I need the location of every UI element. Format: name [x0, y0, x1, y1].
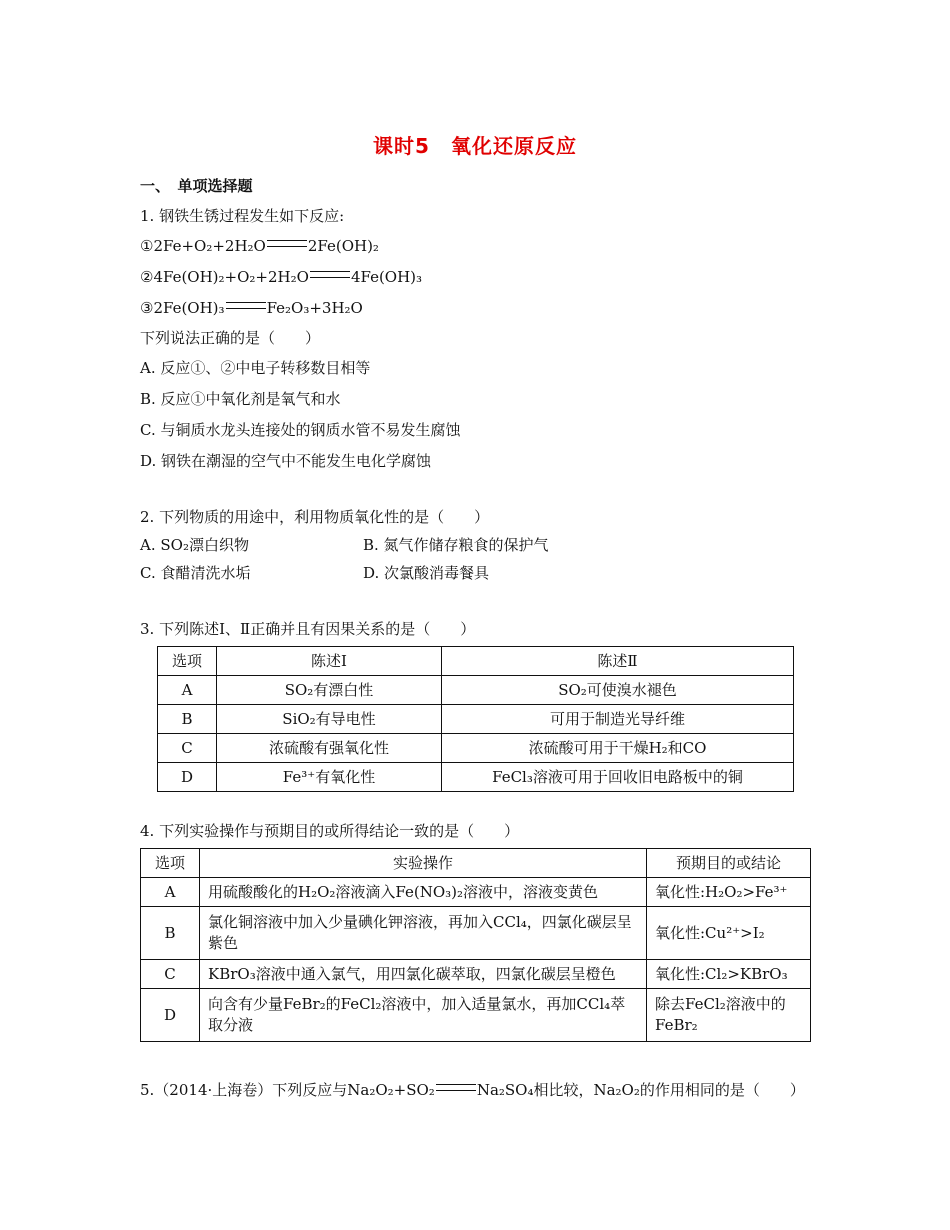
q5-stem-end: Na₂SO₄相比较，Na₂O₂的作用相同的是（ ）	[476, 1081, 805, 1099]
table-row	[158, 763, 794, 792]
table-header: 陈述Ⅱ	[442, 647, 794, 676]
q1-option-c: C. 与铜质水龙头连接处的钢质水管不易发生腐蚀	[140, 421, 461, 439]
table-cell: 用硫酸酸化的H₂O₂溶液滴入Fe(NO₃)₂溶液中，溶液变黄色	[200, 878, 647, 907]
reaction-1-products: 2Fe(OH)₂	[307, 237, 379, 255]
table-row	[141, 960, 811, 989]
table-cell: B	[158, 705, 217, 734]
section-heading: 一、 单项选择题	[140, 177, 253, 195]
table-cell: A	[158, 676, 217, 705]
table-header: 实验操作	[200, 849, 647, 878]
q1-option-d: D. 钢铁在潮湿的空气中不能发生电化学腐蚀	[140, 452, 432, 470]
table-cell: C	[158, 734, 217, 763]
table-cell: 浓硫酸可用于干燥H₂和CO	[442, 734, 794, 763]
table-header: 预期目的或结论	[647, 849, 811, 878]
table-row	[141, 907, 811, 960]
q4-stem: 4. 下列实验操作与预期目的或所得结论一致的是（ ）	[140, 822, 520, 840]
table-cell: 向含有少量FeBr₂的FeCl₂溶液中，加入适量氯水，再加CCl₄萃取分液	[200, 989, 647, 1042]
reaction-2-products: 4Fe(OH)₃	[350, 268, 423, 286]
equals-sign-icon	[436, 1084, 476, 1091]
table-cell: SO₂可使溴水褪色	[442, 676, 794, 705]
table-header: 选项	[158, 647, 217, 676]
reaction-3-reactants: ③2Fe(OH)₃	[140, 299, 225, 317]
reaction-3-products: Fe₂O₃+3H₂O	[266, 299, 363, 317]
table-cell: 氧化性:Cl₂>KBrO₃	[647, 960, 811, 989]
table-cell: 浓硫酸有强氧化性	[217, 734, 442, 763]
q3-stem: 3. 下列陈述Ⅰ、Ⅱ正确并且有因果关系的是（ ）	[140, 620, 476, 638]
equals-sign-icon	[226, 302, 266, 309]
table-row	[141, 878, 811, 907]
q2-option-a: A. SO₂漂白织物	[140, 536, 249, 554]
q1-reaction-1	[140, 236, 379, 256]
q2-option-b: B. 氮气作储存粮食的保护气	[363, 536, 549, 554]
q1-question: 下列说法正确的是（ ）	[140, 329, 321, 347]
equals-sign-icon	[310, 271, 350, 278]
equals-sign-icon	[267, 240, 307, 247]
q2-option-c: C. 食醋清洗水垢	[140, 564, 251, 582]
q1-option-b: B. 反应①中氧化剂是氧气和水	[140, 390, 341, 408]
reaction-2-reactants: ②4Fe(OH)₂+O₂+2H₂O	[140, 268, 309, 286]
table-cell: SO₂有漂白性	[217, 676, 442, 705]
q5-stem	[140, 1080, 805, 1100]
q1-reaction-3	[140, 298, 363, 318]
table-cell: 可用于制造光导纤维	[442, 705, 794, 734]
table-cell: FeCl₃溶液可用于回收旧电路板中的铜	[442, 763, 794, 792]
table-cell: B	[141, 907, 200, 960]
table-cell: D	[158, 763, 217, 792]
table-row	[141, 989, 811, 1042]
reaction-1-reactants: ①2Fe+O₂+2H₂O	[140, 237, 266, 255]
table-cell: D	[141, 989, 200, 1042]
table-cell: KBrO₃溶液中通入氯气，用四氯化碳萃取，四氯化碳层呈橙色	[200, 960, 647, 989]
table-header: 陈述Ⅰ	[217, 647, 442, 676]
table-row	[158, 734, 794, 763]
table-header-row	[141, 849, 811, 878]
q5-stem-start: 5.（2014·上海卷）下列反应与Na₂O₂+SO₂	[140, 1081, 435, 1099]
table-cell: 氧化性:Cu²⁺>I₂	[647, 907, 811, 960]
q2-stem: 2. 下列物质的用途中，利用物质氧化性的是（ ）	[140, 508, 490, 526]
q1-stem: 1. 钢铁生锈过程发生如下反应:	[140, 207, 345, 225]
q2-option-d: D. 次氯酸消毒餐具	[363, 564, 490, 582]
table-cell: 氯化铜溶液中加入少量碘化钾溶液，再加入CCl₄，四氯化碳层呈紫色	[200, 907, 647, 960]
table-header-row	[158, 647, 794, 676]
table-header: 选项	[141, 849, 200, 878]
table-cell: A	[141, 878, 200, 907]
table-cell: C	[141, 960, 200, 989]
q1-option-a: A. 反应①、②中电子转移数目相等	[140, 359, 371, 377]
table-row	[158, 676, 794, 705]
table-cell: Fe³⁺有氧化性	[217, 763, 442, 792]
page-title: 课时5 氧化还原反应	[373, 134, 577, 158]
q3-table	[157, 646, 794, 792]
table-cell: SiO₂有导电性	[217, 705, 442, 734]
table-cell: 氧化性:H₂O₂>Fe³⁺	[647, 878, 811, 907]
q1-reaction-2	[140, 267, 422, 287]
q4-table	[140, 848, 811, 1042]
table-cell: 除去FeCl₂溶液中的FeBr₂	[647, 989, 811, 1042]
table-row	[158, 705, 794, 734]
